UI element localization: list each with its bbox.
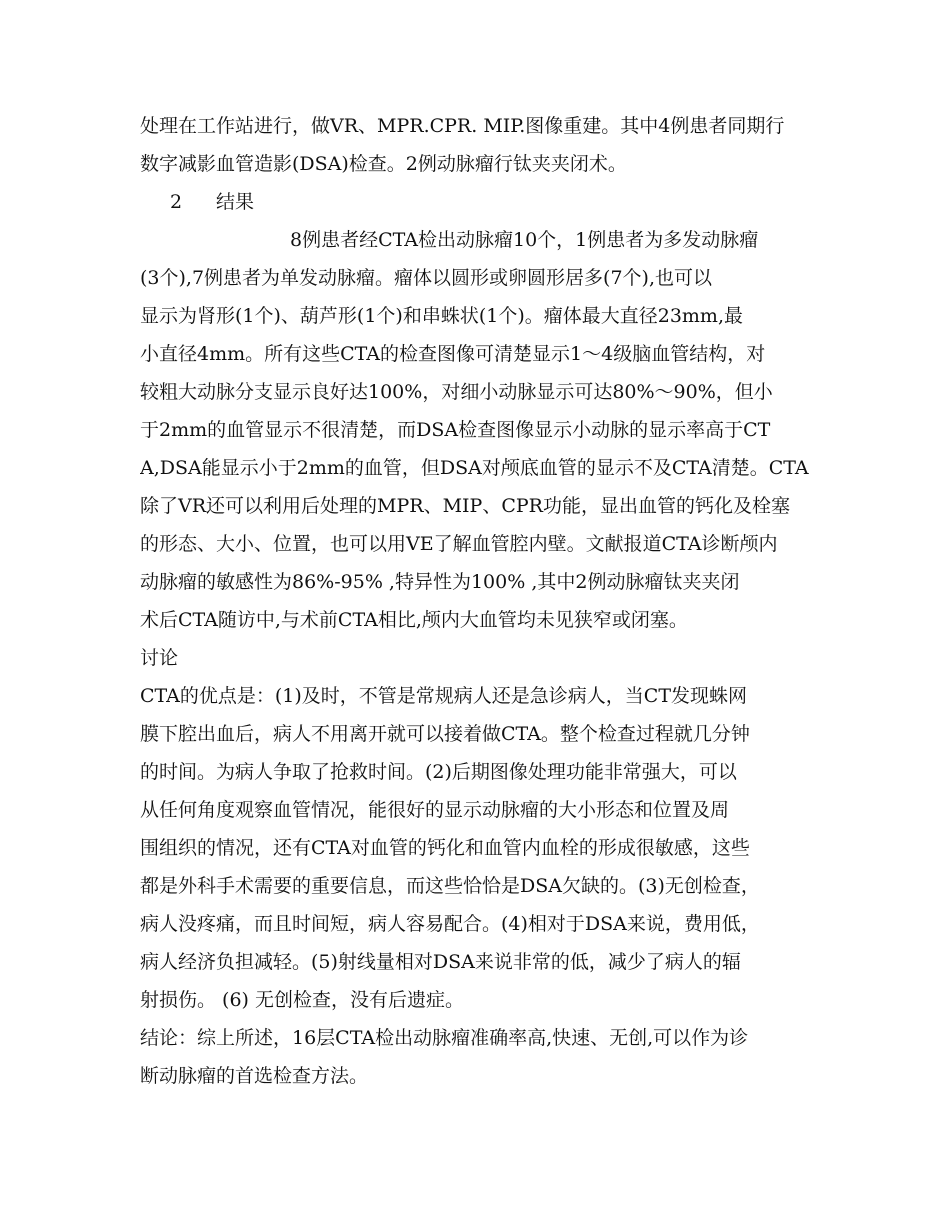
section-title-results: 结果 (216, 191, 255, 213)
results-text-line: 较粗大动脉分支显示良好达100%，对细小动脉显示可达80%～90%，但小 (140, 381, 773, 403)
results-text-line: A,DSA能显示小于2mm的血管，但DSA对颅底血管的显示不及CTA清楚。CTA (140, 457, 809, 479)
results-text-line: 显示为肾形(1个)、葫芦形(1个)和串蛛状(1个)。瘤体最大直径23mm,最 (140, 305, 743, 327)
methods-text-line: 处理在工作站进行，做VR、MPR.CPR. MIP.图像重建。其中4例患者同期行 (140, 115, 785, 137)
discussion-text-line: 都是外科手术需要的重要信息，而这些恰恰是DSA欠缺的。(3)无创检查， (140, 875, 760, 897)
results-text-line: 动脉瘤的敏感性为86%-95% ,特异性为100% ,其中2例动脉瘤钛夹夹闭 (140, 571, 740, 593)
results-text-line: 小直径4mm。所有这些CTA的检查图像可清楚显示1～4级脑血管结构，对 (140, 343, 766, 365)
section-title-discussion: 讨论 (140, 647, 179, 669)
methods-text-line: 数字减影血管造影(DSA)检查。2例动脉瘤行钛夹夹闭术。 (140, 153, 627, 175)
discussion-text-line: 的时间。为病人争取了抢救时间。(2)后期图像处理功能非常强大，可以 (140, 761, 737, 783)
discussion-text-line: 病人没疼痛，而且时间短，病人容易配合。(4)相对于DSA来说，费用低， (140, 913, 760, 935)
results-text-line: 术后CTA随访中,与术前CTA相比,颅内大血管均未见狭窄或闭塞。 (140, 609, 688, 631)
section-number: 2 (170, 191, 183, 213)
discussion-text-line: 围组织的情况，还有CTA对血管的钙化和血管内血栓的形成很敏感，这些 (140, 837, 750, 859)
conclusion-text-line: 结论：综上所述，16层CTA检出动脉瘤准确率高,快速、无创,可以作为诊 (140, 1027, 749, 1049)
discussion-text-line: CTA的优点是：(1)及时，不管是常规病人还是急诊病人，当CT发现蛛网 (140, 685, 748, 707)
results-text-line: 8例患者经CTA检出动脉瘤10个，1例患者为多发动脉瘤 (290, 229, 759, 251)
discussion-text-line: 膜下腔出血后，病人不用离开就可以接着做CTA。整个检查过程就几分钟 (140, 723, 750, 745)
conclusion-text-line: 断动脉瘤的首选检查方法。 (140, 1065, 369, 1087)
results-text-line: 于2mm的血管显示不很清楚，而DSA检查图像显示小动脉的显示率高于CT (140, 419, 771, 441)
results-text-line: (3个),7例患者为单发动脉瘤。瘤体以圆形或卵圆形居多(7个),也可以 (140, 267, 712, 289)
discussion-text-line: 射损伤。 (6) 无创检查，没有后遗症。 (140, 989, 464, 1011)
discussion-text-line: 病人经济负担减轻。(5)射线量相对DSA来说非常的低，减少了病人的辐 (140, 951, 741, 973)
results-text-line: 除了VR还可以利用后处理的MPR、MIP、CPR功能，显出血管的钙化及栓塞 (140, 495, 790, 517)
discussion-text-line: 从任何角度观察血管情况，能很好的显示动脉瘤的大小形态和位置及周 (140, 799, 730, 821)
results-text-line: 的形态、大小、位置，也可以用VE了解血管腔内壁。文献报道CTA诊断颅内 (140, 533, 778, 555)
